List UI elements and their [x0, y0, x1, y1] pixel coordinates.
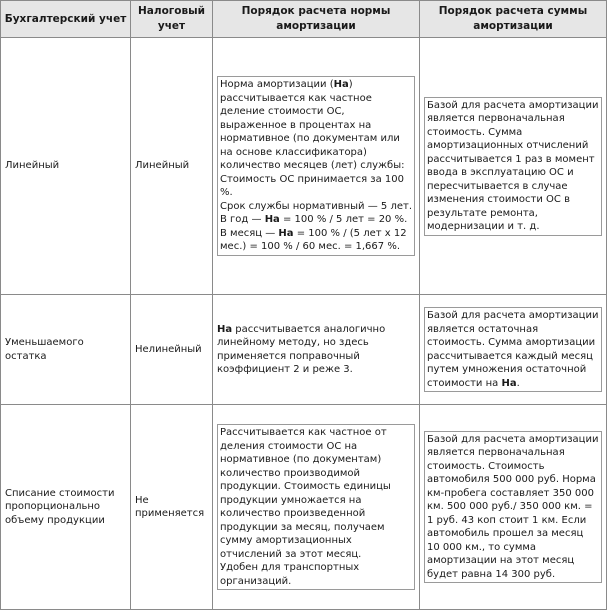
rate-formula-box [217, 76, 415, 256]
rate-text-box [217, 424, 415, 590]
rate-term: Срок службы нормативный — 5 лет. [220, 200, 412, 212]
tax-method-cell: Линейный [131, 38, 213, 295]
rate-calculation-cell [213, 405, 420, 610]
rate-calculation-cell [213, 295, 420, 405]
amount-text-box: Базой для расчета амортизации является остаточная стоимость. Сумма амортизации рассчитывается каждый месяц путем умножения остаточной стоимости на На. [424, 307, 602, 392]
table-row [1, 405, 607, 610]
rate-per-year: В год — На = 100 % / 5 лет = 20 %. [220, 214, 408, 226]
accounting-method-cell: Списание стоимости пропорционально объему продукции [1, 405, 131, 610]
rate-per-month: В месяц — На = 100 % / (5 лет х 12 мес.) = 100 % / 60 мес. = 1,667 %. [220, 227, 407, 253]
rate-calculation-cell [213, 38, 420, 295]
header-amount-calculation: Порядок расчета суммы амортизации [420, 1, 607, 38]
rate-note: Удобен для транспортных организаций. [220, 562, 360, 587]
header-row [1, 1, 607, 38]
rate-text: Рассчитывается как частное от деления стоимости ОС на нормативное (по документам) количество производимой продукции. Стоимость единицы продукции умножается на количество произведенной продукции за месяц, получаем сумму амортизационных отчислений за этот месяц. [220, 427, 391, 560]
header-accounting: Бухгалтерский учет [1, 1, 131, 38]
amount-text-box: Базой для расчета амортизации является первоначальная стоимость. Сумма амортизационных отчислений рассчитывается 1 раз в момент ввода в эксплуатацию ОС и пересчитывается в случае изменения стоимости ОС в результате ремонта, модернизации и т. д. [424, 97, 602, 236]
amount-text-box: Базой для расчета амортизации является первоначальная стоимость. Стоимость автомобиля 500 000 руб. Норма км-пробега составляет 350 000 км. 500 000 руб./ 350 000 км. = 1 руб. 43 коп стоит 1 км. Если автомобиль прошел за месяц 10 000 км., то сумма амортизации на этот месяц будет равна 14 300 руб. [424, 431, 602, 584]
amount-calculation-cell [420, 38, 607, 295]
amount-calculation-cell [420, 295, 607, 405]
tax-method-cell: Не применяется [131, 405, 213, 610]
accounting-method-cell: Уменьшаемого остатка [1, 295, 131, 405]
amount-calculation-cell [420, 405, 607, 610]
rate-cost: Стоимость ОС принимается за 100 %. [220, 173, 404, 199]
rate-intro: Норма амортизации (На) рассчитывается как частное деление стоимости ОС, выраженное в процентах на нормативное (по документам или на основе классификатора) количество месяцев (лет) службы: [220, 79, 405, 172]
tax-method-cell: Нелинейный [131, 295, 213, 405]
header-rate-calculation: Порядок расчета нормы амортизации [213, 1, 420, 38]
table-row [1, 38, 607, 295]
accounting-method-cell: Линейный [1, 38, 131, 295]
rate-text: На рассчитывается аналогично линейному методу, но здесь применяется поправочный коэффициент 2 и реже 3. [217, 323, 386, 375]
table-row [1, 295, 607, 405]
header-tax: Налоговый учет [131, 1, 213, 38]
